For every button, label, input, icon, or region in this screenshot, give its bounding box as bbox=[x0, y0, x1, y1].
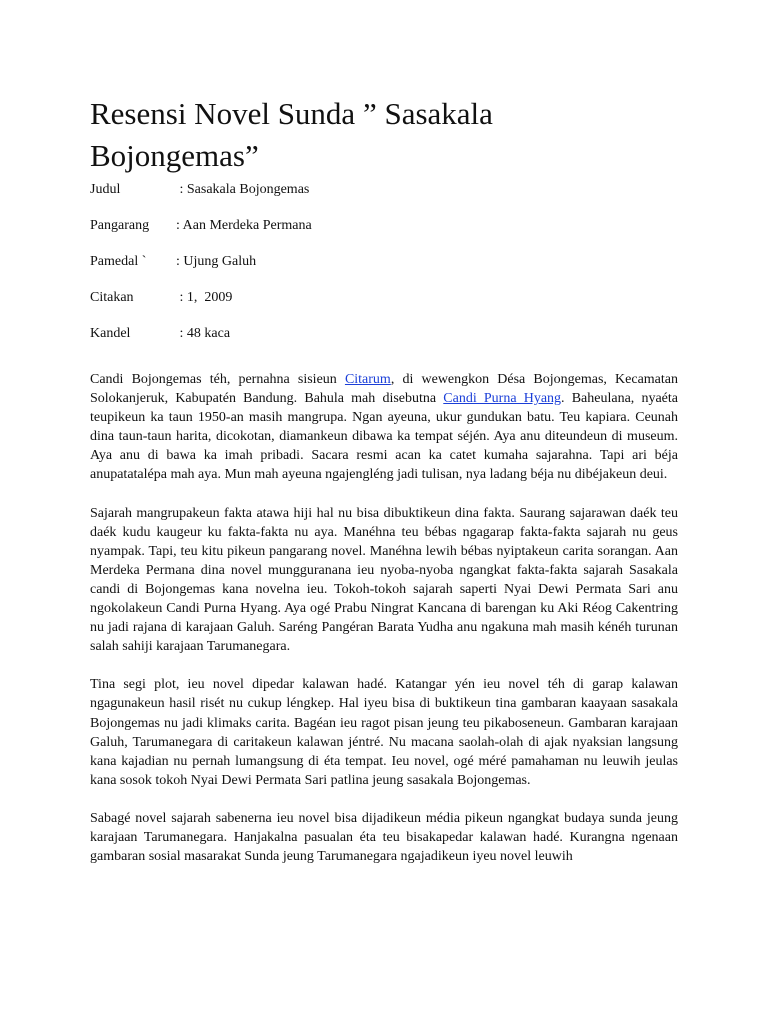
meta-value: : Ujung Galuh bbox=[176, 254, 257, 269]
meta-row-pangarang bbox=[90, 216, 490, 236]
paragraph-1-text-b: , di wewengkon Désa Bojongemas, Kecamatan Solokanjeruk, Kabupatén Bandung. Bahula mah disebutna bbox=[90, 372, 679, 407]
meta-row-kandel bbox=[90, 324, 490, 344]
meta-value: : 1, 2009 bbox=[176, 290, 233, 305]
meta-value: : Aan Merdeka Permana bbox=[176, 218, 312, 233]
meta-row-judul bbox=[90, 180, 490, 200]
meta-value: : 48 kaca bbox=[176, 326, 231, 341]
book-info bbox=[90, 180, 490, 360]
paragraph-2: Sajarah mangrupakeun fakta atawa hiji hal nu bisa dibuktikeun dina fakta. Saurang sajarawan daék teu daék kudu kaugeur ku fakta-fakta nu aya. Manéhna teu bébas ngagarap fakta-fakta sajarah nu geus nyampak. Tapi, teu kitu pikeun pangarang novel. Manéhna lewih bébas nyiptakeun carita sorangan. Aan Merdeka Permana dina novel mungguranana ieu nyoba-nyoba ngangkat fakta-fakta sajarah Sasakala candi di Bojongemas kana novelna ieu. Tokoh-tokoh sajarah saperti Nyai Dewi Permata Sari anu ngokolakeun Candi Purna Hyang. Aya ogé Prabu Ningrat Kancana di barengan ku Aki Réog Cakentring nu jadi rajana di karajaan Galuh. Saréng Pangéran Barata Yudha anu ngakuna mah masih kénéh turunan salah sahiji karajaan Tarumanegara. bbox=[90, 505, 678, 655]
meta-label: Pamedal ` bbox=[90, 254, 147, 269]
meta-value: : Sasakala Bojongemas bbox=[176, 182, 310, 197]
link-candi-purna-hyang[interactable]: Candi Purna Hyang bbox=[443, 391, 562, 407]
title-line-1: Resensi Novel Sunda ” Sasakala bbox=[90, 96, 493, 131]
paragraph-4: Sabagé novel sajarah sabenerna ieu novel bisa dijadikeun média pikeun ngangkat budaya sunda jeung karajaan Tarumanegara. Hanjakalna pasualan éta teu bisakapedar kalawan hadé. Kurangna ngenaan gambaran sosial masarakat Sunda jeung Tarumanegara ngajadikeun iyeu novel leuwih bbox=[90, 810, 678, 865]
paragraph-3: Tina segi plot, ieu novel dipedar kalawan hadé. Katangar yén ieu novel téh di garap kalawan ngagunakeun hasil risét nu cukup léngkep. Hal iyeu bisa di buktikeun tina gambaran kaayaan sasakala Bojongemas nu jadi klimaks carita. Bagéan ieu ragot pisan jeung teu pikaboseneun. Gambaran karajaan Galuh, Tarumanegara di caritakeun kalawan jéntré. Nu macana saolah-olah di ajak nyaksian langsung kana kajadian nu pernah lumangsung di éta tempat. Ieu novel, ogé méré pamahaman nu leuwih jeulas kana sosok tokoh Nyai Dewi Permata Sari patlina jeung sasakala Bojongemas. bbox=[90, 677, 678, 788]
paragraph-1-text-a: Candi Bojongemas téh, pernahna sisieun bbox=[90, 372, 345, 387]
meta-label: Citakan bbox=[90, 290, 134, 305]
review-body bbox=[90, 370, 678, 885]
link-citarum[interactable]: Citarum bbox=[344, 372, 391, 387]
page-title bbox=[90, 93, 650, 177]
paragraph-1-text-c: . Baheulana, nyaéta teupikeun ka taun 1950-an masih mangrupa. Ngan ayeuna, ukur gundukan batu. Teu kapiara. Ceunah dina taun-taun harita, dicokotan, diamankeun dibawa ka tempat séjén. Aya anu diteundeun di museum. Aya anu di bawa ka imah pribadi. Sacara resmi acan ka catet kumaha sajarahna. Tapi ari béja anupatatalépa mah aya. Mun mah ayeuna ngajengléng jadi tulisan, nya ladang béja nu dibéjakeun deui. bbox=[90, 391, 678, 483]
title-line-2: Bojongemas” bbox=[90, 138, 259, 173]
meta-label: Kandel bbox=[90, 326, 131, 341]
meta-label: Pangarang bbox=[90, 218, 150, 233]
meta-row-pamedal bbox=[90, 252, 490, 272]
meta-label: Judul bbox=[90, 182, 121, 197]
paragraph-1 bbox=[90, 370, 678, 485]
meta-row-citakan bbox=[90, 288, 490, 308]
